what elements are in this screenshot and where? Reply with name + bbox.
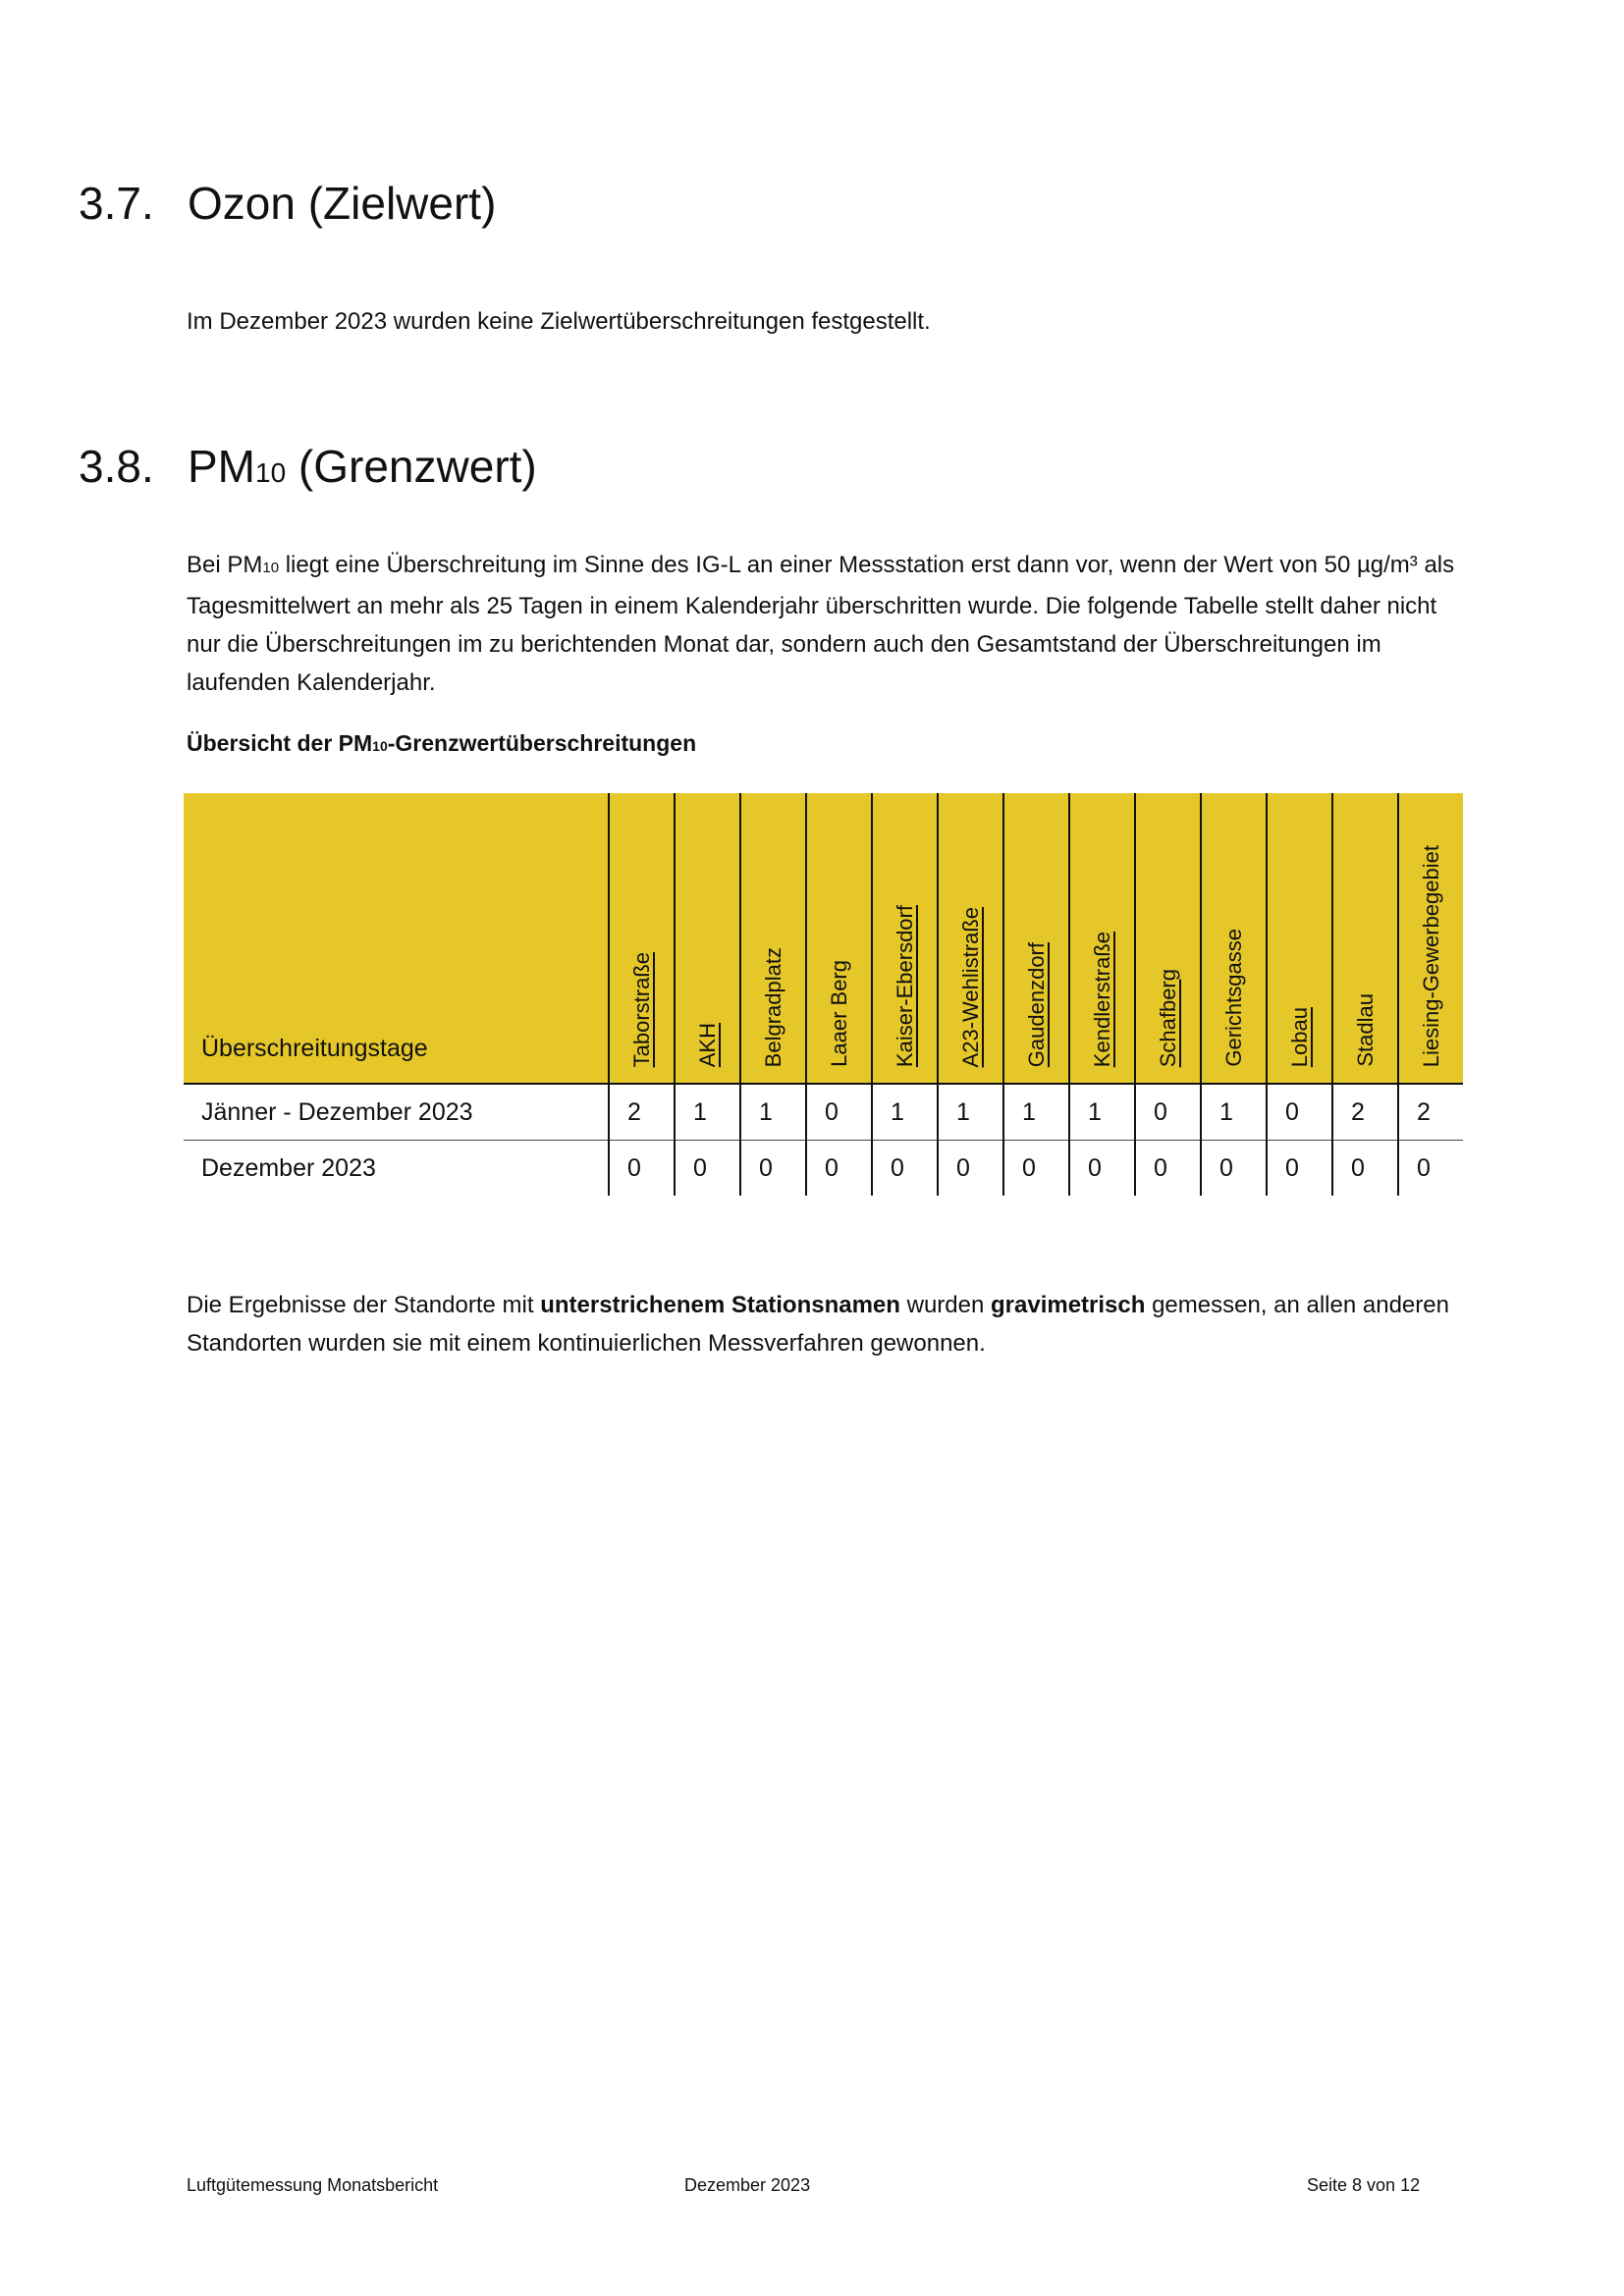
note-bold-stationsnamen: unterstrichenem Stationsnamen	[540, 1292, 900, 1318]
station-name: Liesing-Gewerbegebiet	[1418, 844, 1443, 1067]
corner-label: Überschreitungstage	[201, 1035, 428, 1062]
cell-value: 0	[806, 1084, 872, 1141]
caption-post: -Grenzwertüberschreitungen	[387, 730, 697, 756]
para-post: liegt eine Überschreitung im Sinne des IG-L an einer Messstation erst dann vor, wenn der Wert von 50 µg/m³ als Tagesmittelwert an mehr als 25 Tagen in einem Kalenderjahr überschritten wurde. Die folgende Tabelle stellt daher nicht nur die Überschreitungen im zu berichtenden Monat dar, sondern auch den Gesamtstand der Überschreitungen im laufenden Kalenderjahr.	[187, 552, 1455, 696]
cell-value: 0	[1332, 1141, 1398, 1197]
section-title-pre: PM	[188, 441, 255, 492]
table-caption	[187, 730, 696, 757]
para-subscript: 10	[262, 560, 280, 576]
station-name: Kaiser-Ebersdorf	[892, 904, 917, 1067]
caption-subscript: 10	[372, 738, 388, 754]
cell-value: 0	[1201, 1141, 1267, 1197]
station-header-9	[1201, 793, 1267, 1084]
section-title-subscript: 10	[255, 457, 287, 488]
cell-value: 1	[872, 1084, 938, 1141]
footer-center: Dezember 2023	[684, 2175, 811, 2195]
station-header-4	[872, 793, 938, 1084]
cell-value: 0	[1069, 1141, 1135, 1197]
section-3-7-heading	[79, 177, 496, 230]
section-title: Ozon (Zielwert)	[188, 178, 497, 229]
corner-label-cell	[184, 793, 609, 1084]
station-header-12	[1398, 793, 1463, 1084]
station-name: Gaudenzdorf	[1023, 941, 1049, 1067]
station-header-5	[938, 793, 1003, 1084]
station-header-2	[740, 793, 806, 1084]
cell-value: 0	[1135, 1141, 1201, 1197]
cell-value: 0	[675, 1141, 740, 1197]
cell-value: 2	[609, 1084, 675, 1141]
footer-right: Seite 8 von 12	[1307, 2175, 1421, 2195]
station-name: Belgradplatz	[760, 946, 785, 1067]
station-header-6	[1003, 793, 1069, 1084]
cell-value: 1	[1003, 1084, 1069, 1141]
station-header-11	[1332, 793, 1398, 1084]
station-header-7	[1069, 793, 1135, 1084]
station-name: A23-Wehlistraße	[957, 906, 983, 1067]
note-bold-gravimetrisch: gravimetrisch	[991, 1292, 1146, 1318]
note-post: gemessen, an allen anderen Standorten wurden sie mit einem kontinuierlichen Messverfahren gewonnen.	[187, 1292, 1449, 1357]
station-name: Stadlau	[1352, 993, 1378, 1067]
section-number: 3.8.	[79, 441, 154, 492]
ozon-text: Im Dezember 2023 wurden keine Zielwertüberschreitungen festgestellt.	[187, 308, 931, 335]
table-header-row	[184, 793, 1463, 1084]
table-row	[184, 1084, 1463, 1141]
table-row	[184, 1141, 1463, 1197]
station-name: Taborstraße	[628, 951, 654, 1067]
row-label: Jänner - Dezember 2023	[184, 1084, 609, 1141]
station-name: Gerichtsgasse	[1220, 929, 1246, 1067]
station-name: Schafberg	[1155, 968, 1180, 1067]
footer-left: Luftgütemessung Monatsbericht	[187, 2175, 439, 2195]
cell-value: 1	[675, 1084, 740, 1141]
cell-value: 0	[1267, 1141, 1332, 1197]
para-pre: Bei PM	[187, 552, 263, 578]
measurement-note	[187, 1286, 1463, 1362]
station-header-1	[675, 793, 740, 1084]
pm10-paragraph	[187, 546, 1463, 702]
caption-pre: Übersicht der PM	[187, 730, 373, 756]
cell-value: 1	[1069, 1084, 1135, 1141]
station-header-10	[1267, 793, 1332, 1084]
station-name: Lobau	[1286, 1006, 1312, 1067]
station-header-3	[806, 793, 872, 1084]
row-label: Dezember 2023	[201, 1153, 376, 1182]
cell-value: 2	[1332, 1084, 1398, 1141]
cell-value: 0	[1267, 1084, 1332, 1141]
cell-value: 1	[1201, 1084, 1267, 1141]
note-pre: Die Ergebnisse der Standorte mit	[187, 1292, 541, 1318]
station-header-8	[1135, 793, 1201, 1084]
cell-value: 0	[1135, 1084, 1201, 1141]
cell-value: 0	[1398, 1141, 1463, 1197]
cell-value: 0	[609, 1141, 675, 1197]
note-mid: wurden	[899, 1292, 991, 1318]
cell-value: 1	[740, 1084, 806, 1141]
cell-value: 1	[938, 1084, 1003, 1141]
section-title-post: (Grenzwert)	[286, 441, 537, 492]
station-name: AKH	[694, 1022, 720, 1067]
cell-value: 2	[1398, 1084, 1463, 1141]
section-3-8-heading	[79, 440, 537, 493]
cell-value: 0	[872, 1141, 938, 1197]
cell-value: 0	[740, 1141, 806, 1197]
section-number: 3.7.	[79, 178, 154, 229]
cell-value: 0	[938, 1141, 1003, 1197]
station-header-0	[609, 793, 675, 1084]
cell-value: 0	[806, 1141, 872, 1197]
station-name: Kendlerstraße	[1089, 931, 1114, 1067]
cell-value: 0	[1003, 1141, 1069, 1197]
pm10-exceedance-table	[184, 793, 1463, 1196]
station-name: Laaer Berg	[826, 960, 851, 1067]
